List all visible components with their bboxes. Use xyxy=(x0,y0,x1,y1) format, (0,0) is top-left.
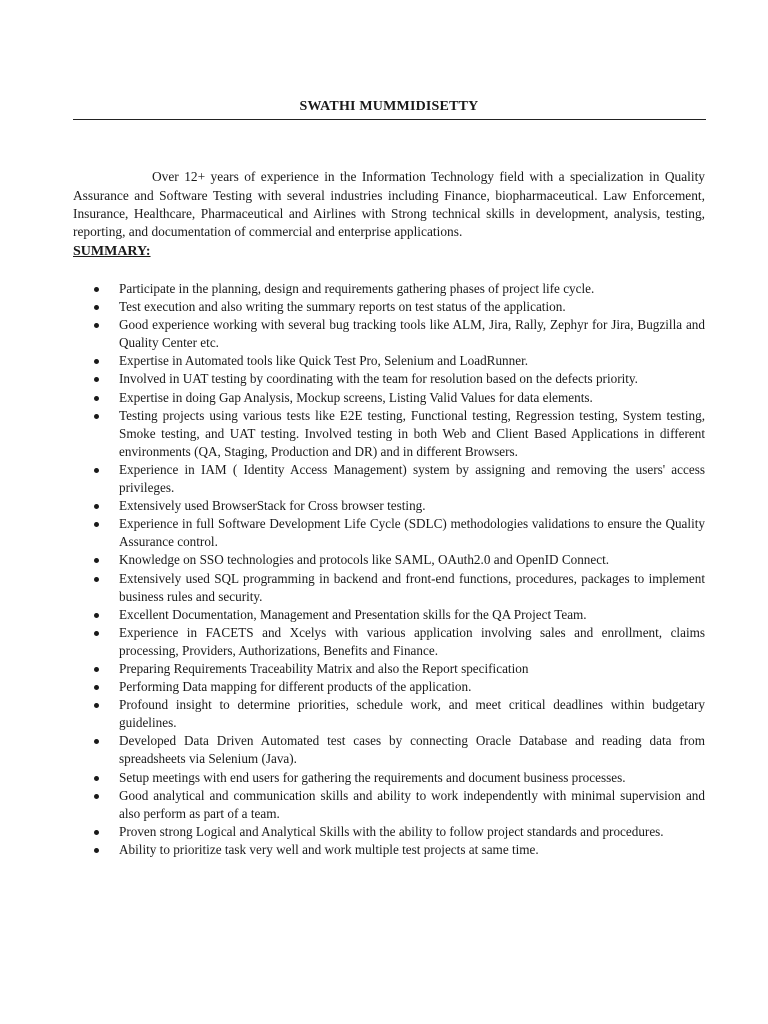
summary-item-text: Profound insight to determine priorities, schedule work, and meet critical deadlines within budgetary guidelines. xyxy=(119,697,705,731)
summary-item xyxy=(73,497,705,515)
bullet-icon xyxy=(94,396,99,401)
summary-item-text: Ability to prioritize task very well and work multiple test projects at same time. xyxy=(119,841,539,857)
summary-item-text: Performing Data mapping for different products of the application. xyxy=(119,679,472,695)
bullet-icon xyxy=(94,305,99,310)
bullet-icon xyxy=(94,685,99,690)
bullet-icon xyxy=(94,577,99,582)
summary-item xyxy=(73,280,705,298)
bullet-icon xyxy=(94,776,99,781)
summary-item-text: Experience in IAM ( Identity Access Management) system by assigning and removing the users' access privileges. xyxy=(119,461,705,496)
summary-item-text: Participate in the planning, design and requirements gathering phases of project life cycle. xyxy=(119,281,595,296)
summary-item xyxy=(73,841,705,859)
bullet-icon xyxy=(94,667,99,672)
candidate-name: SWATHI MUMMIDISETTY xyxy=(299,99,479,114)
summary-item-text: Preparing Requirements Traceability Matrix and also the Report specification xyxy=(119,660,529,676)
bullet-icon xyxy=(94,848,99,853)
summary-item xyxy=(73,551,705,569)
bullet-icon xyxy=(94,504,99,509)
bullet-icon xyxy=(94,613,99,618)
summary-item-text: Extensively used BrowserStack for Cross browser testing. xyxy=(119,498,426,514)
summary-item xyxy=(73,823,705,841)
bullet-icon xyxy=(94,794,99,799)
summary-item-text: Proven strong Logical and Analytical Skills with the ability to follow project standards and procedures. xyxy=(119,823,664,839)
bullet-icon xyxy=(94,377,99,382)
bullet-icon xyxy=(94,830,99,835)
summary-item xyxy=(73,732,705,768)
summary-item xyxy=(73,389,705,407)
summary-item xyxy=(73,787,705,823)
summary-item-text: Experience in FACETS and Xcelys with various application involving sales and enrollment, claims processing, Providers, Authorizations, Benefits and Finance. xyxy=(119,624,705,658)
summary-item-text: Experience in full Software Development Life Cycle (SDLC) methodologies validations to ensure the Quality Assurance control. xyxy=(119,516,705,550)
summary-item xyxy=(73,298,705,316)
intro-paragraph: Over 12+ years of experience in the Information Technology field with a specialization in Quality Assurance and Software Testing with several industries including Finance, biopharmaceutical. Law Enforcement, Insurance, Healthcare, Pharmaceutical and Airlines with Strong technical skills in development, analysis, testing, reporting, and documentation of commercial and enterprise applications. xyxy=(73,169,705,239)
bullet-icon xyxy=(94,468,99,473)
bullet-icon xyxy=(94,323,99,328)
summary-item xyxy=(73,624,705,660)
summary-item xyxy=(73,515,705,551)
summary-item-text: Test execution and also writing the summary reports on test status of the application. xyxy=(119,299,566,315)
bullet-icon xyxy=(94,739,99,744)
summary-item xyxy=(73,678,705,696)
bullet-icon xyxy=(94,287,99,292)
summary-item xyxy=(73,352,705,370)
bullet-icon xyxy=(94,359,99,364)
summary-item xyxy=(73,769,705,787)
summary-item xyxy=(73,316,705,352)
summary-item-text: Expertise in doing Gap Analysis, Mockup screens, Listing Valid Values for data elements. xyxy=(119,389,593,405)
bullet-icon xyxy=(94,703,99,708)
summary-item xyxy=(73,407,705,461)
summary-item-text: Involved in UAT testing by coordinating with the team for resolution based on the defects priority. xyxy=(119,371,638,387)
bullet-icon xyxy=(94,414,99,419)
summary-item xyxy=(73,570,705,606)
summary-item xyxy=(73,606,705,624)
bullet-icon xyxy=(94,522,99,527)
summary-item xyxy=(73,696,705,732)
summary-item-text: Expertise in Automated tools like Quick Test Pro, Selenium and LoadRunner. xyxy=(119,353,529,369)
summary-item xyxy=(73,370,705,388)
bullet-icon xyxy=(94,631,99,636)
summary-item xyxy=(73,660,705,678)
summary-item-text: Developed Data Driven Automated test cases by connecting Oracle Database and reading data from spreadsheets via Selenium (Java). xyxy=(119,733,705,767)
bullet-icon xyxy=(94,558,99,563)
summary-item-text: Extensively used SQL programming in backend and front-end functions, procedures, packages to implement business rules and security. xyxy=(119,570,705,604)
summary-item-text: Good analytical and communication skills and ability to work independently with minimal supervision and also perform as part of a team. xyxy=(119,787,705,821)
summary-item xyxy=(73,461,705,497)
summary-heading: SUMMARY: xyxy=(73,244,151,259)
summary-list xyxy=(73,280,705,859)
summary-item-text: Excellent Documentation, Management and Presentation skills for the QA Project Team. xyxy=(119,606,587,622)
summary-item-text: Setup meetings with end users for gathering the requirements and document business processes. xyxy=(119,769,626,785)
summary-item-text: Testing projects using various tests like E2E testing, Functional testing, Regression testing, System testing, Smoke testing, and UAT testing. Involved testing in both Web and Client Based Applications in different environments (QA, Staging, Production and DR) and in different Browsers. xyxy=(119,407,705,459)
header-divider xyxy=(73,119,706,120)
summary-item-text: Good experience working with several bug tracking tools like ALM, Jira, Rally, Zephyr for Jira, Bugzilla and Quality Center etc. xyxy=(119,317,705,351)
summary-item-text: Knowledge on SSO technologies and protocols like SAML, OAuth2.0 and OpenID Connect. xyxy=(119,552,610,568)
